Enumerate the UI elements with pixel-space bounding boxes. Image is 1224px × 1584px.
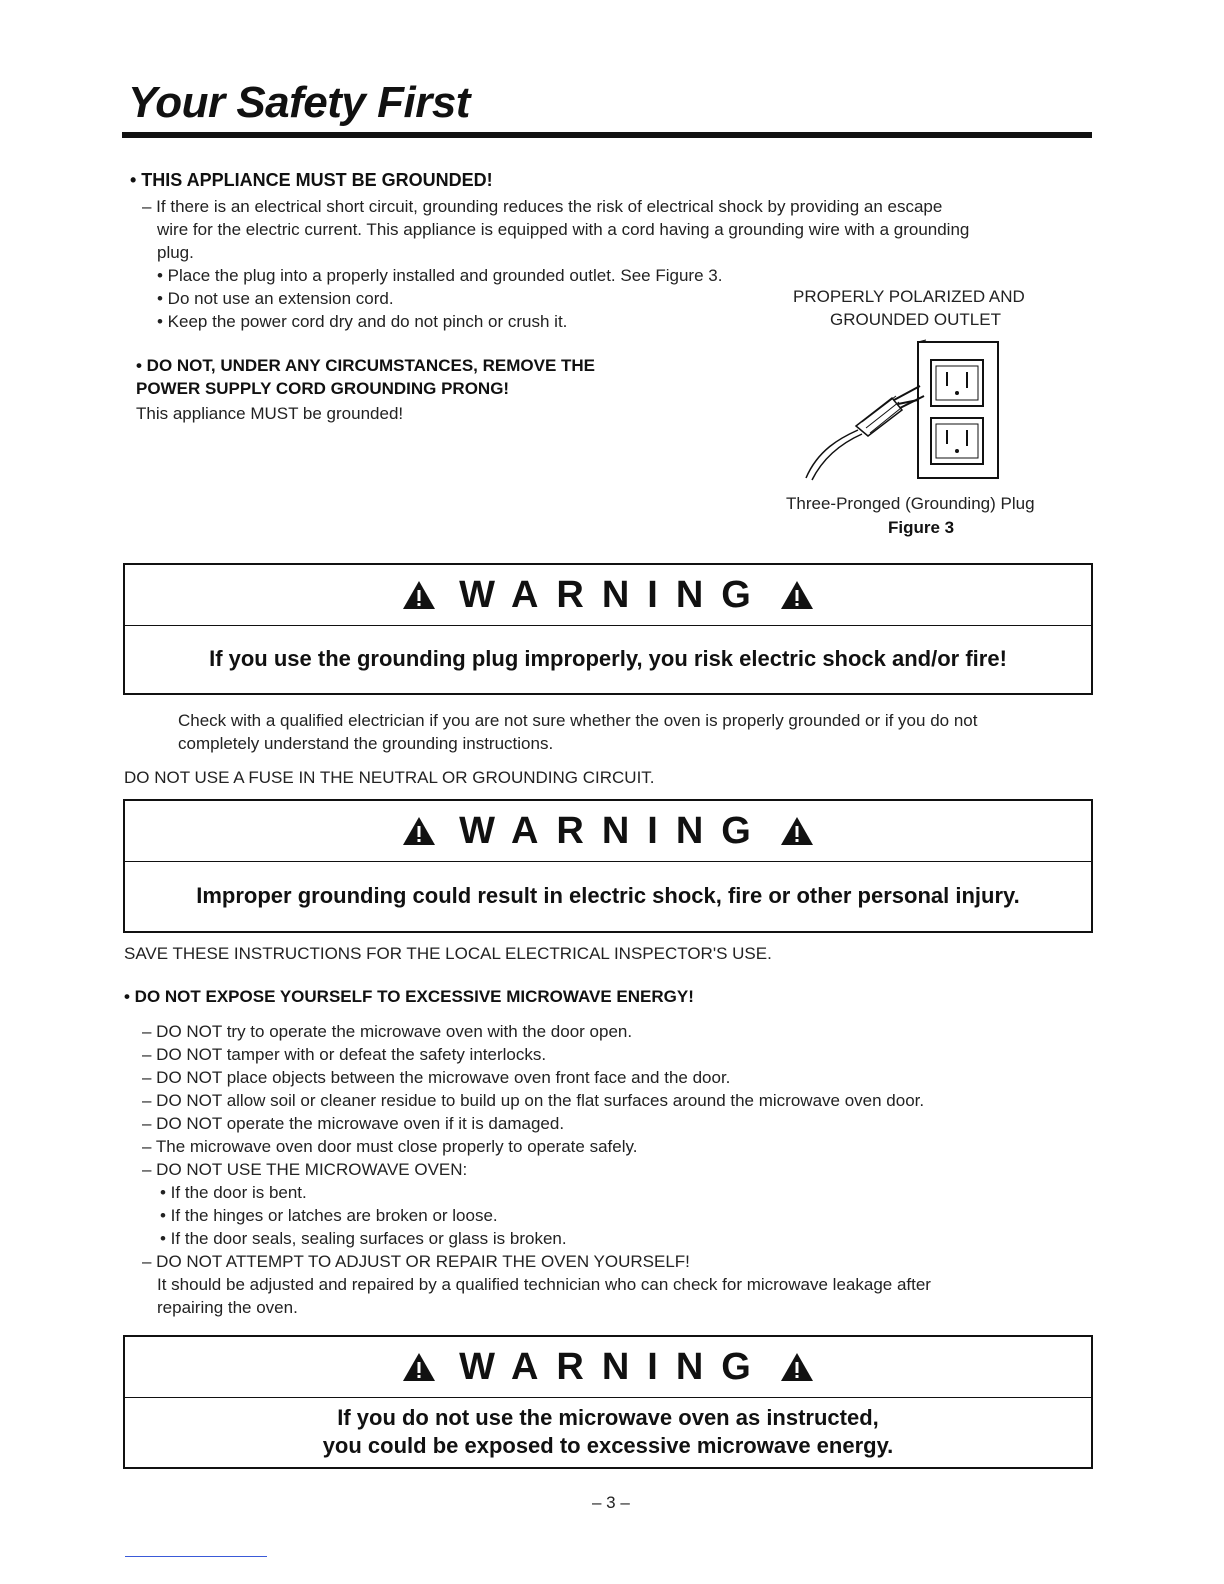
- grounded-intro-1: – If there is an electrical short circuit, grounding reduces the risk of electrical shock by providing an escape: [142, 197, 943, 216]
- warning-word: WARNING: [459, 809, 769, 852]
- warning-message-3-line-2: you could be exposed to excessive microwave energy.: [322, 1433, 894, 1458]
- prong-heading-1: • DO NOT, UNDER ANY CIRCUMSTANCES, REMOVE THE: [136, 356, 595, 375]
- microwave-repair-text-1: It should be adjusted and repaired by a qualified technician who can check for microwave leakage after: [157, 1275, 931, 1294]
- microwave-line: – DO NOT try to operate the microwave oven with the door open.: [142, 1022, 633, 1041]
- grounded-intro-3: plug.: [157, 243, 194, 262]
- save-instructions-note: SAVE THESE INSTRUCTIONS FOR THE LOCAL ELECTRICAL INSPECTOR'S USE.: [124, 944, 772, 963]
- microwave-heading: • DO NOT EXPOSE YOURSELF TO EXCESSIVE MICROWAVE ENERGY!: [124, 987, 694, 1006]
- fuse-note: DO NOT USE A FUSE IN THE NEUTRAL OR GROUNDING CIRCUIT.: [124, 768, 655, 787]
- microwave-line: – DO NOT allow soil or cleaner residue to build up on the flat surfaces around the microwave oven door.: [142, 1091, 925, 1110]
- electrician-line-1: Check with a qualified electrician if you are not sure whether the oven is properly grounded or if you do not: [178, 711, 978, 730]
- warning-header-3: [125, 1337, 1091, 1398]
- page-number: – 3 –: [592, 1493, 630, 1512]
- prong-text: This appliance MUST be grounded!: [136, 404, 404, 423]
- microwave-sub-bullet: • If the hinges or latches are broken or loose.: [160, 1206, 498, 1225]
- plug-caption: Three-Pronged (Grounding) Plug: [786, 494, 1035, 513]
- warning-box-3: [123, 1335, 1093, 1469]
- outlet-plug-illustration: [800, 338, 1010, 488]
- warning-box-2: [123, 799, 1093, 933]
- warning-header-2: [125, 801, 1091, 862]
- microwave-line: – DO NOT USE THE MICROWAVE OVEN:: [142, 1160, 468, 1179]
- grounded-bullet-1: • Place the plug into a properly installed and grounded outlet. See Figure 3.: [157, 266, 723, 285]
- three-pronged-plug: [856, 386, 924, 436]
- outlet-label-2: GROUNDED OUTLET: [830, 310, 1001, 329]
- grounded-intro-2: wire for the electric current. This appliance is equipped with a cord having a grounding wire with a grounding: [157, 220, 970, 239]
- microwave-sub-bullet: • If the door seals, sealing surfaces or glass is broken.: [160, 1229, 567, 1248]
- microwave-repair-text-2: repairing the oven.: [157, 1298, 298, 1317]
- microwave-repair: – DO NOT ATTEMPT TO ADJUST OR REPAIR THE OVEN YOURSELF!: [142, 1252, 690, 1271]
- warning-triangle-icon: [779, 1351, 815, 1383]
- warning-box-1: [123, 563, 1093, 695]
- warning-triangle-icon: [401, 815, 437, 847]
- microwave-line: – DO NOT place objects between the microwave oven front face and the door.: [142, 1068, 731, 1087]
- microwave-line: – DO NOT operate the microwave oven if it is damaged.: [142, 1114, 565, 1133]
- footer-line: [125, 1556, 267, 1557]
- warning-triangle-icon: [779, 815, 815, 847]
- warning-triangle-icon: [401, 579, 437, 611]
- grounded-bullet-3: • Keep the power cord dry and do not pinch or crush it.: [157, 312, 568, 331]
- microwave-line: – The microwave oven door must close properly to operate safely.: [142, 1137, 638, 1156]
- warning-message-3-line-1: If you do not use the microwave oven as instructed,: [337, 1405, 879, 1430]
- electrician-line-2: completely understand the grounding instructions.: [178, 734, 554, 753]
- lower-receptacle: [931, 418, 983, 464]
- warning-triangle-icon: [401, 1351, 437, 1383]
- warning-triangle-icon: [779, 579, 815, 611]
- grounded-heading: • THIS APPLIANCE MUST BE GROUNDED!: [130, 170, 493, 190]
- warning-message-3: [125, 1398, 1091, 1466]
- microwave-sub-bullet: • If the door is bent.: [160, 1183, 307, 1202]
- grounded-bullet-2: • Do not use an extension cord.: [157, 289, 394, 308]
- page-title: Your Safety First: [128, 78, 470, 127]
- prong-heading-2: POWER SUPPLY CORD GROUNDING PRONG!: [136, 379, 510, 398]
- outlet-label-1: PROPERLY POLARIZED AND: [793, 287, 1025, 306]
- warning-message-1: If you use the grounding plug improperly, you risk electric shock and/or fire!: [209, 646, 1007, 671]
- figure-label: Figure 3: [888, 518, 955, 537]
- warning-word: WARNING: [459, 1345, 769, 1388]
- warning-message-2: Improper grounding could result in electric shock, fire or other personal injury.: [196, 883, 1020, 908]
- title-rule: [122, 132, 1092, 138]
- microwave-line: – DO NOT tamper with or defeat the safety interlocks.: [142, 1045, 547, 1064]
- warning-header-1: [125, 565, 1091, 626]
- upper-receptacle: [931, 360, 983, 406]
- warning-word: WARNING: [459, 573, 769, 616]
